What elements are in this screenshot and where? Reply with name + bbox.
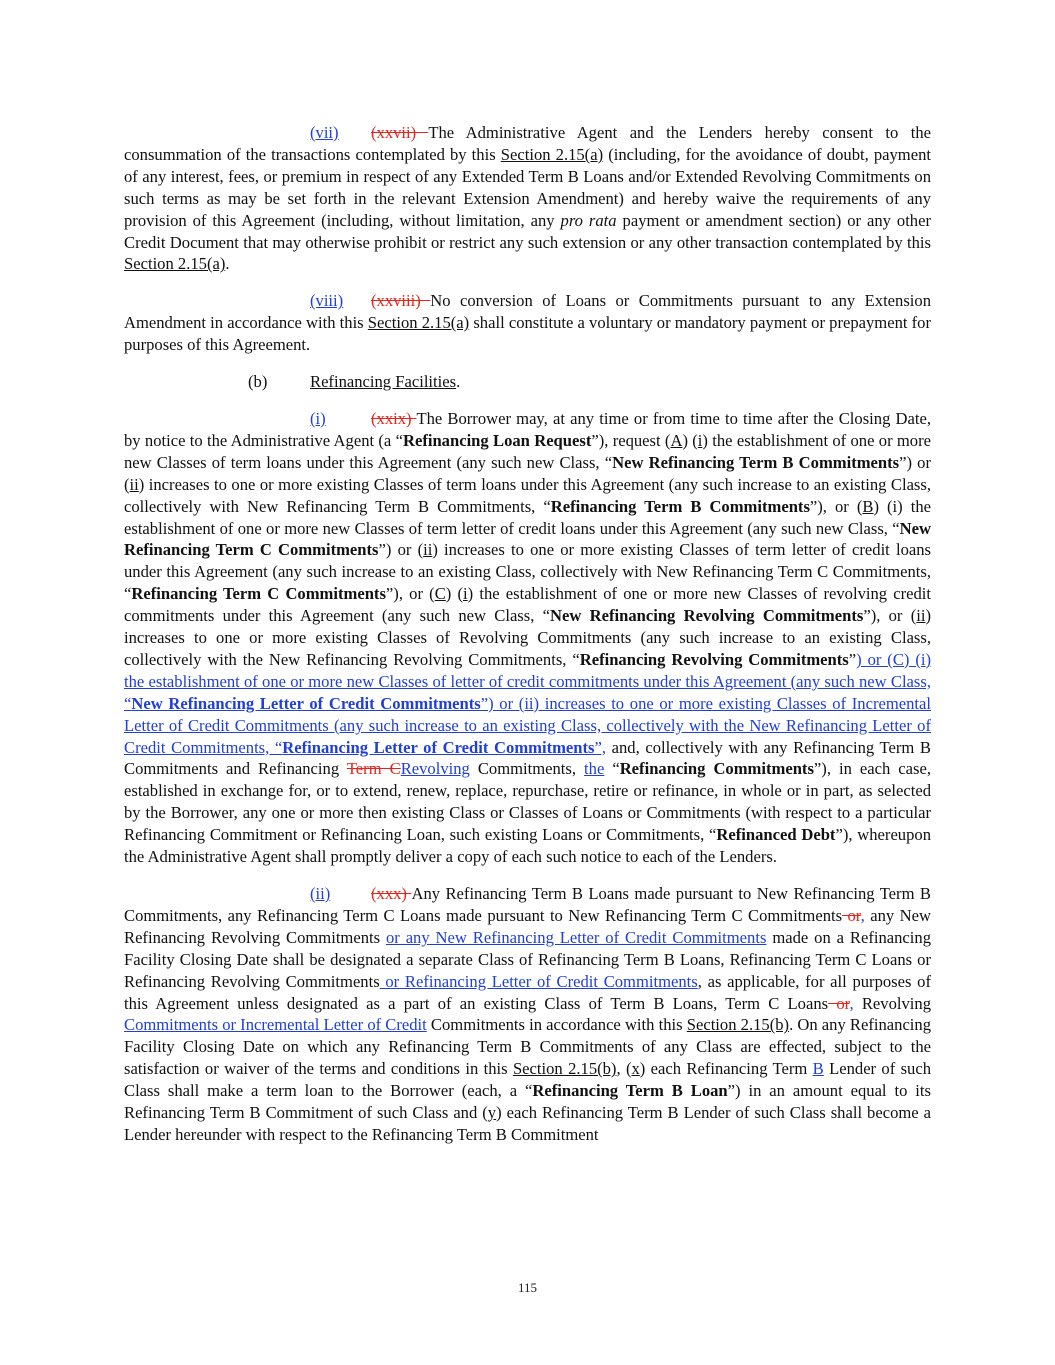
defined-term: Refinancing Revolving Commitments: [579, 649, 849, 669]
page-number: 115: [517, 1280, 538, 1295]
defined-term: New Refinancing Revolving Commitments: [550, 606, 864, 626]
section-reference: Section 2.15(b): [686, 1015, 790, 1035]
defined-term: Refinancing Term C Commitments: [131, 584, 386, 604]
inserted-text: ) or (C) (i) the establishment of one or more new Classes of letter of credit commitments under this Agreement (any such new Class, “: [124, 649, 932, 713]
inserted-number: (i): [310, 408, 326, 428]
inserted-text: Commitments or Incremental Letter of Credit: [124, 1015, 427, 1035]
deleted-number: (xxvii): [371, 123, 429, 142]
inserted-number: (viii): [310, 291, 344, 311]
inserted-defined-term: Refinancing Letter of Credit Commitments: [282, 737, 595, 757]
defined-term: Refinancing Term B Commitments: [550, 496, 810, 516]
deleted-text: or: [828, 993, 850, 1013]
inserted-defined-term: New Refinancing Letter of Credit Commitments: [131, 693, 481, 713]
defined-term: New Refinancing Term B Commitments: [612, 452, 900, 472]
section-reference: Section 2.15(a): [500, 144, 604, 164]
inserted-text: ”,: [594, 737, 607, 757]
inserted-number: (ii): [310, 884, 331, 903]
paragraph-ii: (ii) (xxx) Any Refinancing Term B Loans made pursuant to New Refinancing Term B Commitments, any Refinancing Term C Loans made pursuant to New Refinancing Term C Commitments or, any New Refinancing Revolving Commitments or any New Refinancing Letter of Credit Commitments made on a Refinancing Facility Closing Date shall be designated a separate Class of Refinancing Term B Loans, Refinancing Term C Loans or Refinancing Revolving Commitments or Refinancing Letter of Credit Commitments, as applicable, for all purposes of this Agreement unless designated as a part of an existing Class of Term B Loans, Term C Loans or, Revolving Commitments or Incremental Letter of Credit Commitments in accordance with this Section 2.15(b). On any Refinancing Facility Closing Date on which any Refinancing Term B Commitments of any Class are effected, subject to the satisfaction or waiver of the terms and conditions in this Section 2.15(b), (x) each Refinancing Term B Lender of such Class shall make a term loan to the Borrower (each, a “Refinancing Term B Loan”) in an amount equal to its Refinancing Term B Commitment of such Class and (y) each Refinancing Term B Lender of such Class shall become a Lender hereunder with respect to the Refinancing Term B Commitment: [124, 884, 932, 1144]
paragraph-i: (i) (xxix) The Borrower may, at any time or from time to time after the Closing Date, by notice to the Administrative Agent (a “Refinancing Loan Request”), request (A) (i) the establishment of one or more new Classes of term loans under this Agreement (any such new Class, “New Refinancing Term B Commitments”) or (ii) increases to one or more existing Classes of term loans under this Agreement (any such increase to an existing Class, collectively with New Refinancing Term B Commitments, “Refinancing Term B Commitments”), or (B) (i) the establishment of one or more new Classes of term letter of credit loans under this Agreement (any such new Class, “New Refinancing Term C Commitments”) or (ii) increases to one or more existing Classes of term letter of credit loans under this Agreement (any such increase to an existing Class, collectively with New Refinancing Term C Commitments, “Refinancing Term C Commitments”), or (C) (i) the establishment of one or more new Classes of revolving credit commitments under this Agreement (any such new Class, “New Refinancing Revolving Commitments”), or (ii) increases to one or more existing Classes of Revolving Commitments (any such increase to an existing Class, collectively with the New Refinancing Revolving Commitments, “Refinancing Revolving Commitments”) or (C) (i) the establishment of one or more new Classes of letter of credit commitments under this Agreement (any such new Class, “New Refinancing Letter of Credit Commitments”) or (ii) increases to one or more existing Classes of Incremental Letter of Credit Commitments (any such increase to an existing Class, collectively with the New Refinancing Letter of Credit Commitments, “Refinancing Letter of Credit Commitments”, and, collectively with any Refinancing Term B Commitments and Refinancing Term CRevolving Commitments, the “Refinancing Commitments”), in each case, established in exchange for, or to extend, renew, replace, repurchase, retire or refinance, in whole or in part, as selected by the Borrower, any one or more then existing Class or Classes of Loans or Commitments (with respect to a particular Refinancing Commitment or Refinancing Loan, such existing Loans or Commitments, “Refinanced Debt”), whereupon the Administrative Agent shall promptly deliver a copy of each such notice to each of the Lenders.: [124, 408, 932, 867]
paragraph-vii: (vii) (xxvii) The Administrative Agent and the Lenders hereby consent to the consummation of the transactions contemplated by this Section 2.15(a) (including, for the avoidance of doubt, payment of any interest, fees, or premium in respect of any Extended Term B Loans and/or Extended Revolving Commitments on such terms as may be set forth in the relevant Extension Amendment) and hereby waive the requirements of any provision of this Agreement (including, without limitation, any pro rata payment or amendment section) or any other Credit Document that may otherwise prohibit or restrict any such extension or any other transaction contemplated by this Section 2.15(a).: [124, 123, 932, 274]
deleted-number: (xxx): [371, 884, 412, 903]
inserted-text: the: [584, 759, 605, 779]
defined-term: Refinanced Debt: [716, 825, 836, 845]
inserted-text: ”) or (ii) increases to one or more existing Classes of Incremental Letter of Credit Commitments (any such increase to an existing Class, collectively with the New Refinancing Letter of Credit Commitments, “: [124, 693, 932, 757]
inserted-text: B: [812, 1059, 824, 1079]
document-page: [124, 122, 931, 1161]
inserted-text: Revolving: [400, 759, 470, 779]
section-reference: Section 2.15(b): [512, 1059, 617, 1079]
defined-term: Refinancing Commitments: [619, 759, 814, 779]
inserted-text: or any New Refinancing Letter of Credit Commitments: [385, 927, 767, 947]
section-heading-b: (b) Refinancing Facilities.: [248, 372, 461, 392]
deleted-text: Term C: [346, 759, 401, 779]
section-reference: Section 2.15(a): [124, 254, 226, 274]
defined-term: Refinancing Loan Request: [402, 430, 592, 450]
deleted-text: or: [842, 905, 861, 925]
heading-title: Refinancing Facilities: [310, 372, 457, 392]
defined-term: Refinancing Term B Loan: [532, 1081, 728, 1101]
inserted-number: (vii): [310, 123, 339, 142]
inserted-text: ,: [860, 905, 865, 925]
deleted-number: (xxviii): [371, 291, 431, 311]
paragraph-viii: (viii) (xxviii) No conversion of Loans or Commitments pursuant to any Extension Amendment in accordance with this Section 2.15(a) shall constitute a voluntary or mandatory payment or prepayment for purposes of this Agreement.: [124, 291, 932, 355]
inserted-text: ,: [849, 993, 854, 1013]
defined-term: New Refinancing Term C Commitments: [124, 518, 931, 560]
heading-number: (b): [248, 372, 268, 392]
deleted-number: (xxix): [371, 408, 417, 428]
section-reference: Section 2.15(a): [367, 313, 470, 333]
inserted-text: or Refinancing Letter of Credit Commitments: [379, 971, 698, 991]
